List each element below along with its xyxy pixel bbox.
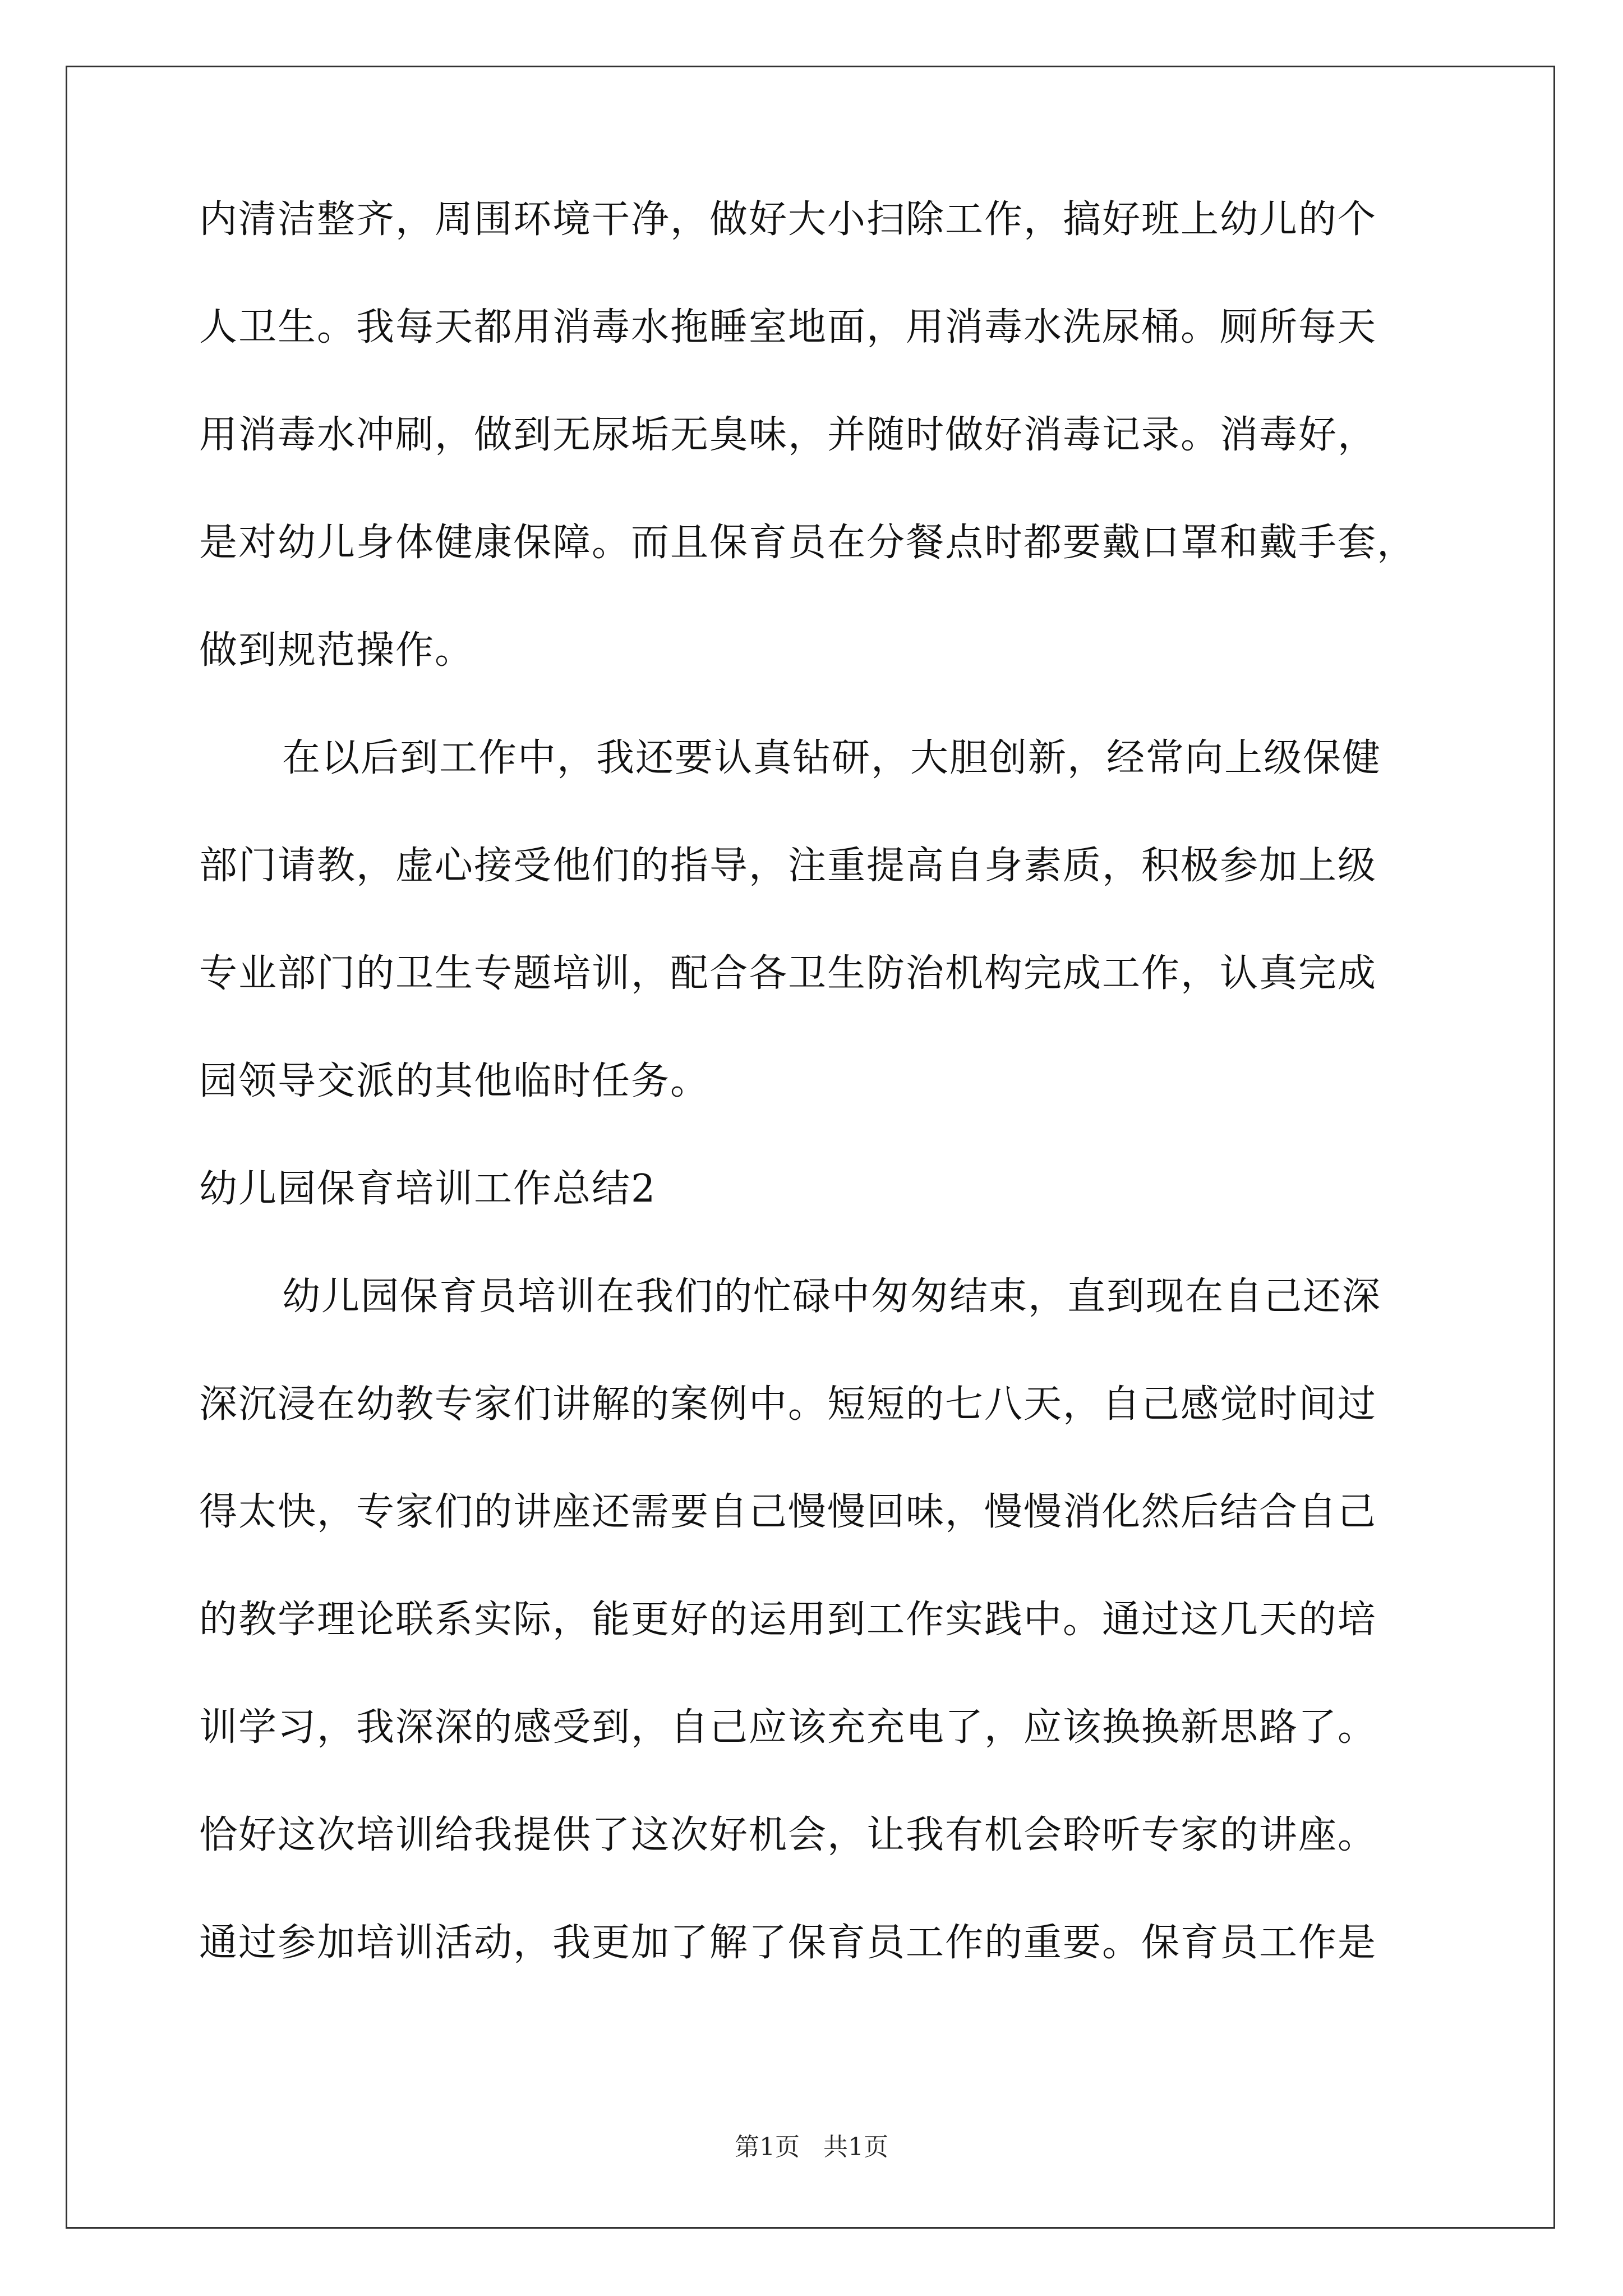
paragraph-line: 专业部门的卫生专题培训，配合各卫生防治机构完成工作，认真完成 [199,951,1377,996]
paragraph-line: 部门请教，虚心接受他们的指导，注重提高自身素质，积极参加上级 [199,844,1377,888]
paragraph-line: 幼儿园保育员培训在我们的忙碌中匆匆结束，直到现在自己还深 [282,1274,1382,1319]
paragraph-line: 是对幼儿身体健康保障。而且保育员在分餐点时都要戴口罩和戴手套， [199,521,1417,565]
page-number: 第1页 [735,2133,800,2161]
paragraph-line: 得太快，专家们的讲座还需要自己慢慢回味，慢慢消化然后结合自己 [199,1490,1377,1534]
page-footer [0,2132,1623,2163]
paragraph-line: 内清洁整齐，周围环境干净，做好大小扫除工作，搞好班上幼儿的个 [199,197,1377,242]
paragraph-line: 的教学理论联系实际，能更好的运用到工作实践中。通过这几天的培 [199,1598,1377,1642]
section-heading: 幼儿园保育培训工作总结2 [199,1167,657,1211]
paragraph-line: 训学习，我深深的感受到，自己应该充充电了，应该换换新思路了。 [199,1705,1377,1750]
page-border [66,66,1555,2229]
paragraph-line: 用消毒水冲刷，做到无尿垢无臭味，并随时做好消毒记录。消毒好， [199,413,1377,457]
paragraph-line: 深沉浸在幼教专家们讲解的案例中。短短的七八天，自己感觉时间过 [199,1382,1377,1427]
paragraph-line: 人卫生。我每天都用消毒水拖睡室地面，用消毒水洗尿桶。厕所每天 [199,305,1377,349]
paragraph-line: 园领导交派的其他临时任务。 [199,1059,710,1103]
page-total: 共1页 [823,2133,888,2161]
paragraph-line: 做到规范操作。 [199,628,474,673]
paragraph-line: 通过参加培训活动，我更加了解了保育员工作的重要。保育员工作是 [199,1921,1377,1965]
paragraph-line: 在以后到工作中，我还要认真钻研，大胆创新，经常向上级保健 [282,736,1382,780]
paragraph-line: 恰好这次培训给我提供了这次好机会，让我有机会聆听专家的讲座。 [199,1813,1377,1857]
